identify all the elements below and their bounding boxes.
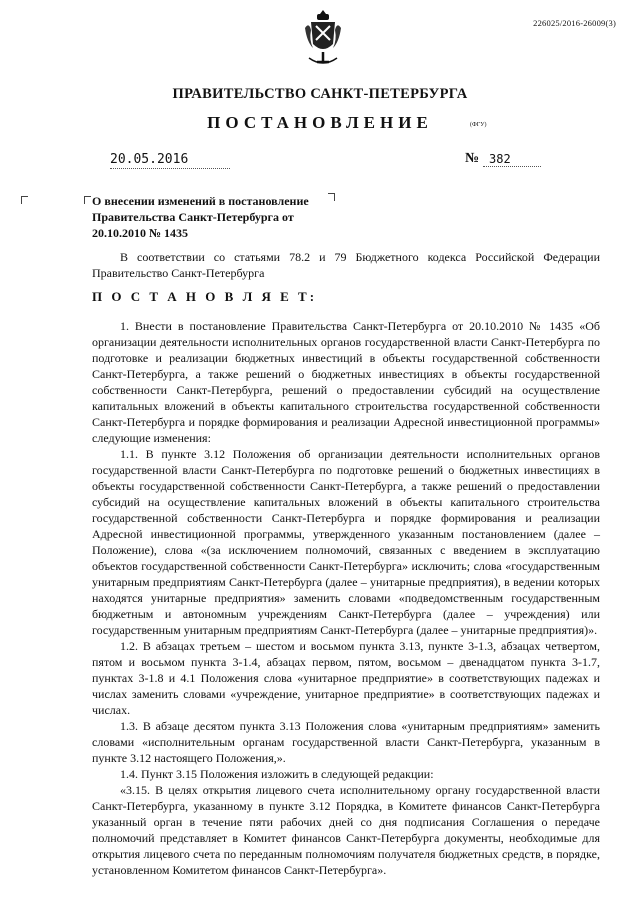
paragraph-1-1: 1.1. В пункте 3.12 Положения об организации деятельности исполнительных органов государственной власти Санкт-Петербурга по подготовке решений о бюджетных инвестициях в объекты государственной собственности Санкт-Петербурга, а также решений о предоставлении субсидий на осуществление капитальных вложений в объекты капитального строительства государственной собственности Санкт-Петербурга и порядке формирования и реализации Адресной инвестиционной программы, утвержденного указанным постановлением (далее – Положение), слова «(за исключением полномочий, связанных с введением в эксплуатацию объектов государственной собственности Санкт-Петербурга» исключить; слова «государственным унитарным предприятиям Санкт-Петербурга (далее – унитарные предприятия), в ведении которых находятся унитарные предприятия» заменить словами «подведомственным государственным бюджетным и автономным учреждениям Санкт-Петербурга (далее – учреждения) или государственным унитарным предприятиям Санкт-Петербурга (далее – унитарные предприятия)». — [92, 447, 600, 637]
legal-basis: В соответствии со статьями 78.2 и 79 Бюджетного кодекса Российской Федерации Правительство Санкт-Петербурга — [92, 250, 600, 280]
document-id: 226025/2016-26009(3) — [533, 18, 616, 28]
document-subject: О внесении изменений в постановление Правительства Санкт-Петербурга от 20.10.2010 № 1435 — [92, 194, 309, 240]
resolves-heading: П О С Т А Н О В Л Я Е Т: — [92, 289, 318, 304]
document-number: 382 — [483, 152, 541, 167]
document-body — [92, 318, 600, 878]
paragraph-1-2: 1.2. В абзацах третьем – шестом и восьмом пункта 3.13, пункте 3-1.3, абзацах четвертом, пятом и восьмом пункта 3-1.4, абзацах первом, пятом, восьмом – двенадцатом пункта 3-1.7, пунктах 3-1.8 и 4.1 Положения слова «унитарное предприятие» в соответствующих падежах и числах заменить словами «учреждение, унитарное предприятие» в соответствующих падежах и числах. — [92, 639, 600, 717]
subject-bracket-left — [21, 196, 28, 204]
paragraph-1-4: 1.4. Пункт 3.15 Положения изложить в следующей редакции: — [120, 767, 434, 781]
paragraph-1-3: 1.3. В абзаце десятом пункта 3.13 Положения слова «унитарным предприятиям» заменить словами «исполнительным органам государственной власти Санкт-Петербурга, указанным в пункте 3.12 настоящего Положения,». — [92, 719, 600, 765]
number-label: № — [465, 151, 480, 166]
paragraph-3-15: «3.15. В целях открытия лицевого счета исполнительному органу государственной власти Санкт-Петербурга, указанному в пункте 3.12 Порядка, в Комитете финансов Санкт-Петербурга указанный орган в течение пяти рабочих дней со дня подписания Соглашения о передаче полномочий представляет в Комитет финансов Санкт-Петербурга документы, необходимые для открытия лицевого счета по переданным полномочиям получателя бюджетных средств, в порядке, установленном Комитетом финансов Санкт-Петербурга». — [92, 783, 600, 877]
government-name: ПРАВИТЕЛЬСТВО САНКТ-ПЕТЕРБУРГА — [172, 86, 468, 102]
coat-of-arms-icon — [303, 8, 343, 68]
paragraph-1: 1. Внести в постановление Правительства Санкт-Петербурга от 20.10.2010 № 1435 «Об организации деятельности исполнительных органов государственной власти Санкт-Петербурга по подготовке и реализации бюджетных инвестиций в объекты государственной собственности Санкт-Петербурга, а также решений о бюджетных инвестициях в объекты государственной собственности Санкт-Петербурга, решений о предоставлении субсидий на осуществление капитальных вложений в объекты капитального строительства государственной собственности Санкт-Петербурга и порядке формирования и реализации Адресной инвестиционной программы» следующие изменения: — [92, 319, 600, 445]
document-date: 20.05.2016 — [110, 152, 230, 169]
subject-bracket-left-inner — [84, 196, 91, 204]
document-type: ПОСТАНОВЛЕНИЕ — [207, 113, 433, 132]
form-code: (ФГУ) — [470, 122, 487, 128]
